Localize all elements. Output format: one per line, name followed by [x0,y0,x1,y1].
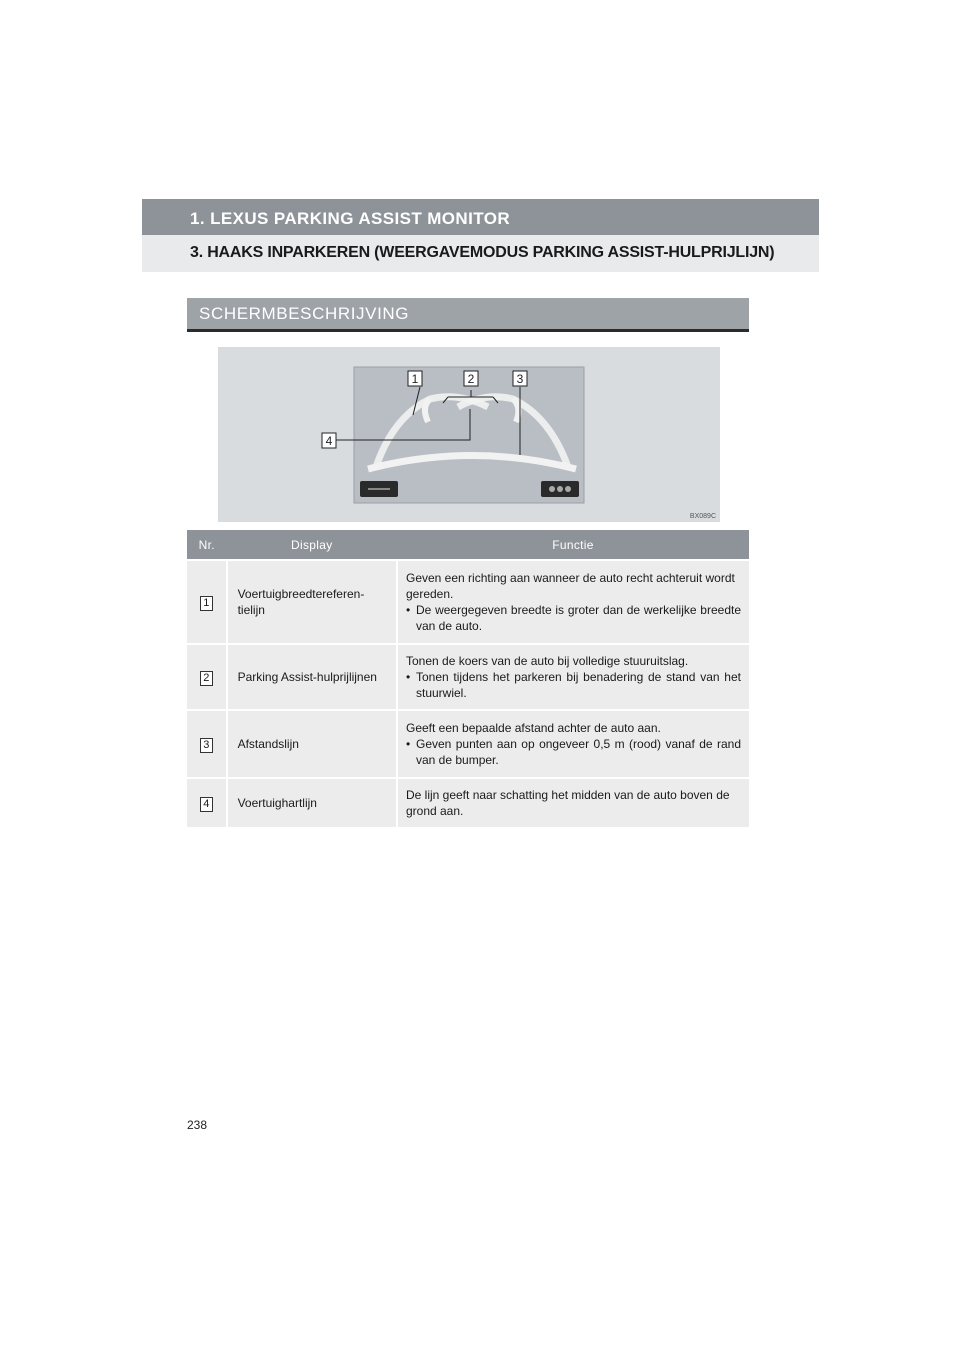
parking-monitor-diagram [218,347,720,522]
screen-illustration [218,347,720,522]
function-text: Geeft een bepaalde afstand achter de auto aan. [405,721,661,735]
row-number-cell [187,560,227,644]
table-row [187,644,749,710]
display-cell: Voertuighartlijn [227,778,397,827]
bullet-text: Geven punten aan op ongeveer 0,5 m (rood) vanaf de rand van de bumper. [415,737,741,767]
row-number: 1 [200,596,213,611]
table-row [187,778,749,827]
function-text: Tonen de koers van de auto bij volledige stuuruitslag. [405,654,689,668]
row-number-cell [187,778,227,827]
callout-2-text: 2 [467,372,475,386]
right-button-mark-a [549,486,555,492]
right-button-mark-b [557,486,563,492]
function-text: De lijn geeft naar schatting het midden van de auto boven de grond aan. [405,788,730,818]
display-cell: Parking Assist-hulprijlijnen [227,644,397,710]
function-cell [397,560,749,644]
table-row [187,560,749,644]
bullet-text: Tonen tijdens het parkeren bij benadering de stand van het stuurwiel. [415,670,741,700]
function-cell [397,644,749,710]
callout-3-text: 3 [516,372,524,386]
function-cell [397,710,749,778]
function-text: Geven een richting aan wanneer de auto recht achteruit wordt gereden. [405,571,735,601]
section-header [142,235,819,272]
row-number: 4 [200,797,213,812]
table-row [187,710,749,778]
row-number-cell [187,710,227,778]
section-title: 3. HAAKS INPARKEREN (WEERGAVEMODUS PARKING ASSIST-HULPRIJLIJN) [190,244,775,261]
table-header-row [187,530,749,560]
bullet-text: De weergegeven breedte is groter dan de werkelijke breedte van de auto. [415,603,741,633]
function-bullet: • Tonen tijdens het parkeren bij benadering de stand van het stuurwiel. [405,670,741,700]
subsection-header [187,298,749,332]
function-bullet: • De weergegeven breedte is groter dan de werkelijke breedte van de auto. [405,603,741,633]
function-bullet: • Geven punten aan op ongeveer 0,5 m (rood) vanaf de rand van de bumper. [405,737,741,767]
display-cell: Afstandslijn [227,710,397,778]
page-number: 238 [187,1118,208,1132]
right-button-mark-c [565,486,571,492]
chapter-header [142,199,819,235]
chapter-title: 1. LEXUS PARKING ASSIST MONITOR [190,209,511,228]
function-cell [397,778,749,827]
header-nr: Nr. [187,530,227,560]
header-function: Functie [397,530,749,560]
row-number-cell [187,644,227,710]
header-display: Display [227,530,397,560]
subsection-title: SCHERMBESCHRIJVING [199,304,410,323]
display-cell: Voertuigbreedtereferen-tielijn [227,560,397,644]
row-number: 2 [200,671,213,686]
callout-4-text: 4 [325,434,333,448]
function-table [187,530,749,827]
callout-1-text: 1 [411,372,419,386]
row-number: 3 [200,738,213,753]
figure-code: BX089C [689,513,716,520]
